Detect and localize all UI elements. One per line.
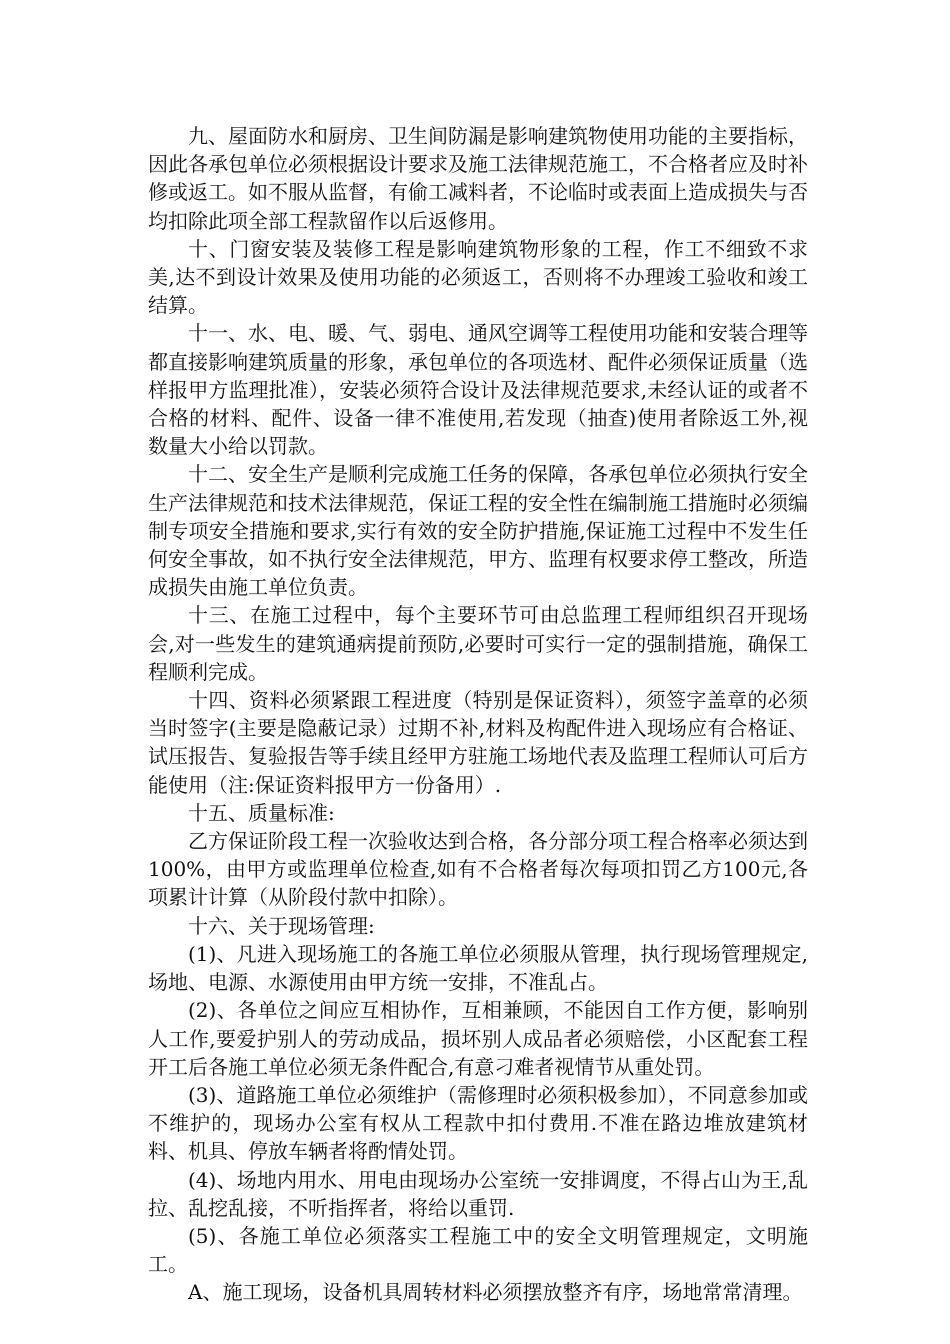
clause-15-heading: 十五、质量标准: (188, 800, 335, 825)
clause-16-item-2: (2)、各单位之间应互相协作，互相兼顾，不能因自工作方便，影响别人工作,要爱护别人的劳动成品，损坏别人成品者必须赔偿，小区配套工程开工后各施工单位必须无条件配合,有意刁难者视情节从重处罚。 (148, 998, 808, 1079)
clause-14-documentation: 十四、资料必须紧跟工程进度（特别是保证资料），须签字盖章的必须当时签字(主要是隐蔽记录）过期不补,材料及构配件进入现场应有合格证、试压报告、复验报告等手续且经甲方驻施工场地代表及监理工程师认可后方能使用（注:保证资料报甲方一份备用）. (148, 688, 808, 797)
clause-16-item-5: (5)、各施工单位必须落实工程施工中的安全文明管理规定，文明施工。 (148, 1223, 808, 1277)
clause-12-safety: 十二、安全生产是顺利完成施工任务的保障，各承包单位必须执行安全生产法律规范和技术法律规范，保证工程的安全性在编制施工措施时必须编制专项安全措施和要求,实行有效的安全防护措施,保证施工过程中不发生任何安全事故，如不执行安全法律规范，甲方、监理有权要求停工整改，所造成损失由施工单位负责。 (148, 462, 808, 600)
clause-9-roof-waterproofing: 九、屋面防水和厨房、卫生间防漏是影响建筑物使用功能的主要指标，因此各承包单位必须根据设计要求及施工法律规范施工，不合格者应及时补修或返工。如不服从监督，有偷工减料者，不论临时或表面上造成损失与否均扣除此项全部工程款留作以后返修用。 (148, 124, 808, 233)
clause-16-item-a: A、施工现场，设备机具周转材料必须摆放整齐有序，场地常常清理。 (188, 1280, 803, 1305)
document-body (148, 122, 808, 1307)
clause-16-item-4: (4)、场地内用水、用电由现场办公室统一安排调度，不得占山为王,乱拉、乱挖乱接，不听指挥者，将给以重罚. (148, 1167, 808, 1220)
clause-16-item-1: (1)、凡进入现场施工的各施工单位必须服从管理，执行现场管理规定,场地、电源、水源使用由甲方统一安排，不准乱占。 (148, 941, 808, 995)
clause-15-quality-standard: 乙方保证阶段工程一次验收达到合格，各分部分项工程合格率必须达到100%，由甲方或监理单位检查,如有不合格者每次每项扣罚乙方100元,各项累计计算（从阶段付款中扣除）。 (148, 829, 808, 910)
clause-11-mep-installation: 十一、水、电、暖、气、弱电、通风空调等工程使用功能和安装合理等都直接影响建筑质量的形象，承包单位的各项选材、配件必须保证质量（选样报甲方监理批准），安装必须符合设计及法律规范要求,未经认证的或者不合格的材料、配件、设备一律不准使用,若发现（抽查)使用者除返工外,视数量大小给以罚款。 (148, 321, 808, 459)
clause-16-item-3: (3)、道路施工单位必须维护（需修理时必须积极参加），不同意参加或不维护的，现场办公室有权从工程款中扣付费用.不准在路边堆放建筑材料、机具、停放车辆者将酌情处罚。 (148, 1082, 808, 1164)
clause-10-doors-windows: 十、门窗安装及装修工程是影响建筑物形象的工程，作工不细致不求美,达不到设计效果及使用功能的必须返工，否则将不办理竣工验收和竣工结算。 (148, 236, 808, 318)
clause-16-heading: 十六、关于现场管理: (188, 913, 375, 938)
clause-13-site-meeting: 十三、在施工过程中，每个主要环节可由总监理工程师组织召开现场会,对一些发生的建筑通病提前预防,必要时可实行一定的强制措施，确保工程顺利完成。 (148, 603, 808, 684)
